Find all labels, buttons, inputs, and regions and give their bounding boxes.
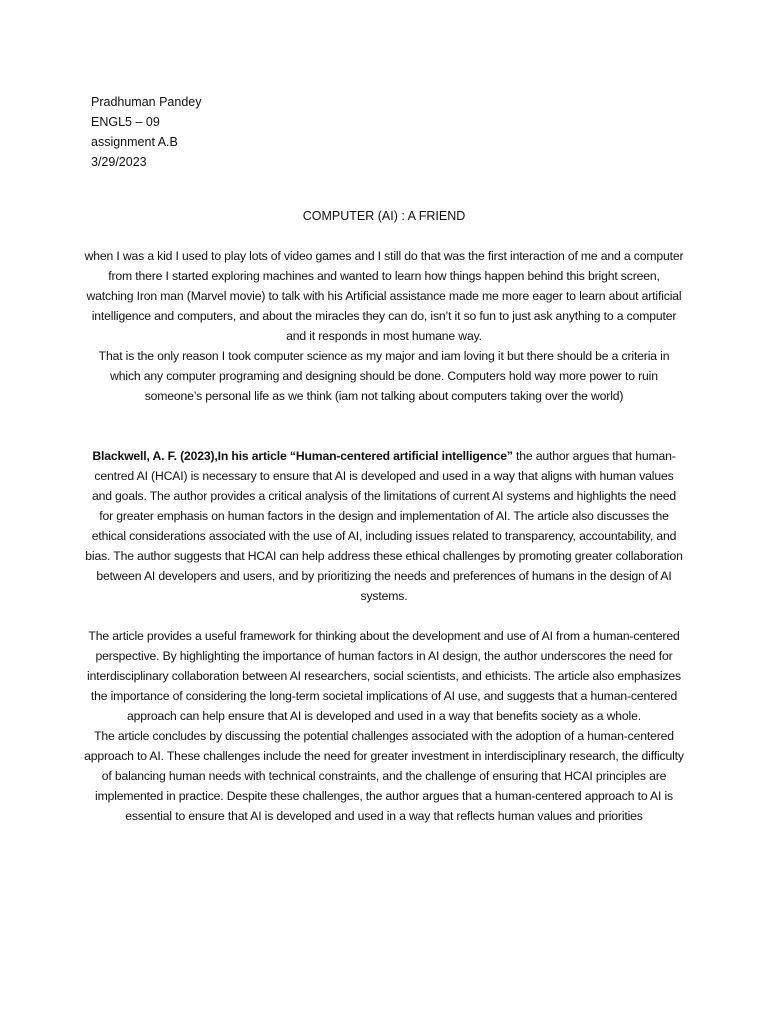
assignment-label: assignment A.B (91, 135, 178, 149)
course-code: ENGL5 – 09 (91, 115, 160, 129)
summary-paragraph (84, 446, 684, 606)
document-title: COMPUTER (AI) : A FRIEND (302, 209, 466, 223)
intro-paragraph-2: That is the only reason I took computer science as my major and iam loving it but there should be a criteria in which any computer programing and designing should be done. Computers hold way more power to ruin someone’s personal life as we think (iam not talking about computers taking over the world) (98, 349, 670, 403)
summary-text: the author argues that human-centred AI (HCAI) is necessary to ensure that AI is developed and used in a way that aligns with human values and goals. The author provides a critical analysis of the limitations of current AI systems and highlights the need for greater emphasis on human factors in the design and implementation of AI. The article also discusses the ethical considerations associated with the use of AI, including issues related to transparency, accountability, and bias. The author suggests that HCAI can help address these ethical challenges by promoting greater collaboration between AI developers and users, and by prioritizing the needs and preferences of humans in the design of AI systems. (85, 449, 683, 603)
intro-section (84, 246, 684, 406)
citation: Blackwell, A. F. (2023),In his article “Human-centered artificial intelligence” (92, 449, 513, 463)
summary-section (84, 446, 684, 606)
document-date: 3/29/2023 (91, 155, 147, 169)
intro-paragraph-1: when I was a kid I used to play lots of video games and I still do that was the first interaction of me and a computer from there I started exploring machines and wanted to learn how things happen behind this bright screen, watching Iron man (Marvel movie) to talk with his Artificial assistance made me more eager to learn about artificial intelligence and computers, and about the miracles they can do, isn’t it so fun to just ask anything to a computer and it responds in most humane way. (84, 249, 684, 343)
document-header (91, 92, 202, 172)
analysis-section (84, 626, 684, 826)
analysis-paragraph-1: The article provides a useful framework for thinking about the development and use of AI from a human-centered perspective. By highlighting the importance of human factors in AI design, the author underscores the need for interdisciplinary collaboration between AI researchers, social scientists, and ethicists. The article also emphasizes the importance of considering the long-term societal implications of AI use, and suggests that a human-centered approach can help ensure that AI is developed and used in a way that benefits society as a whole. (87, 629, 681, 723)
author-name: Pradhuman Pandey (91, 95, 202, 109)
analysis-paragraph-2: The article concludes by discussing the potential challenges associated with the adoption of a human-centered approach to AI. These challenges include the need for greater investment in interdisciplinary research, the difficulty of balancing human needs with technical constraints, and the challenge of ensuring that HCAI principles are implemented in practice. Despite these challenges, the author argues that a human-centered approach to AI is essential to ensure that AI is developed and used in a way that reflects human values and priorities (84, 729, 684, 823)
